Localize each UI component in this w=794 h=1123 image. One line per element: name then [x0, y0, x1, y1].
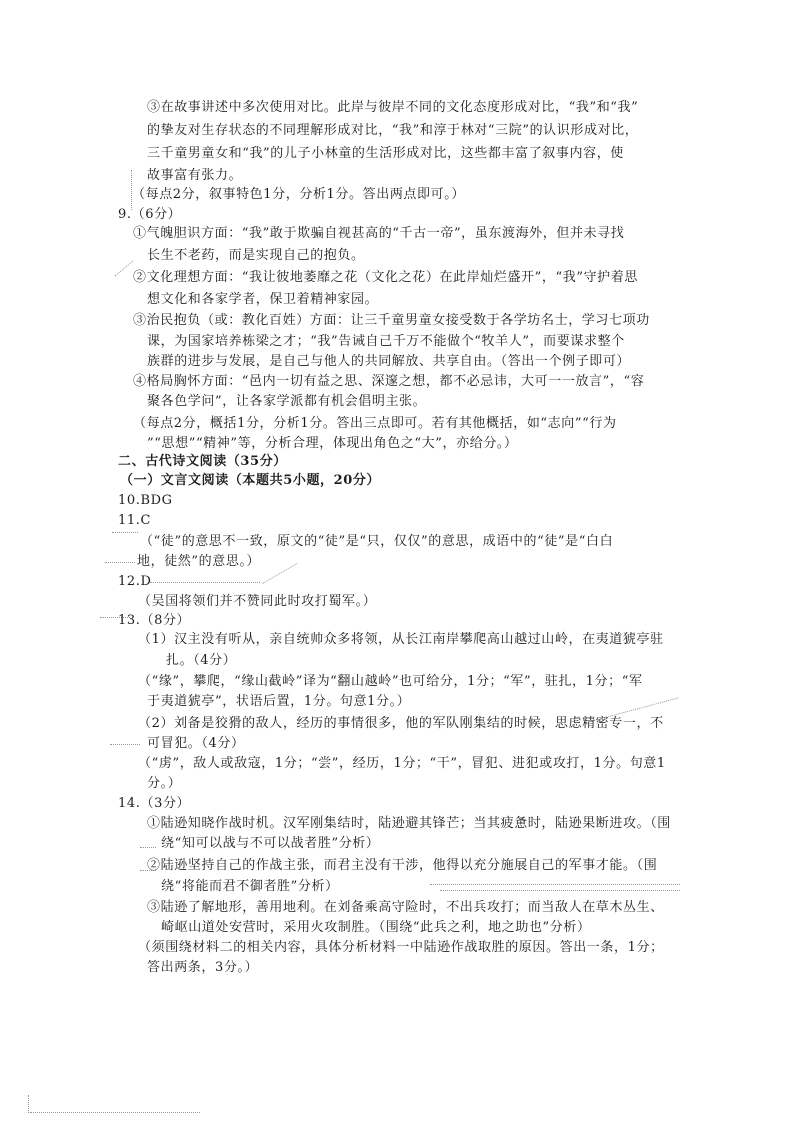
text-line: （2）刘备是狡猾的敌人，经历的事情很多，他的军队刚集结的时候，思虑精密专一，不	[138, 716, 664, 731]
section-heading: 二、古代诗文阅读（35分）	[118, 454, 287, 469]
text-line: ③治民抱负（或：教化百姓）方面：让三千童男童女接受数于各学坊名士，学习七项功	[133, 313, 650, 328]
text-line: 聚各色学问”，让各家学派都有机会倡明主张。	[147, 394, 427, 409]
text-line: 分。）	[147, 776, 182, 791]
text-line: ③陆逊了解地形，善用地利。在刘备乘高守险时，不出兵攻打；而当敌人在草木丛生、	[147, 900, 664, 915]
text-line: 扎。（4分）	[166, 653, 237, 668]
question-number: 13.（8分）	[118, 613, 191, 628]
answer-line: 11.C	[118, 513, 152, 528]
subsection-heading: （一）文言文阅读（本题共5小题，20分）	[120, 473, 381, 488]
text-line: 崎岖山道处安营时，采用火攻制胜。（围绕“此兵之利，地之助也”分析）	[161, 920, 591, 935]
text-line: 长生不老药，而是实现自己的抱负。	[147, 248, 365, 263]
scan-artifact	[140, 847, 156, 848]
text-line: ①气魄胆识方面：“我”敢于欺骗自视甚高的“千古一帝”，虽东渡海外，但并未寻找	[133, 226, 625, 241]
scan-artifact	[112, 532, 138, 533]
text-line: （每点2分，概括1分，分析1分。答出三点即可。若有其他概括，如“志向”“行为	[133, 416, 617, 431]
scan-artifact	[440, 890, 680, 891]
text-line: 绕“知可以战与不可以战者胜”分析）	[161, 836, 380, 851]
question-number: 14.（3分）	[118, 796, 191, 811]
scan-artifact	[110, 744, 140, 745]
text-line: 故事富有张力。	[147, 168, 243, 183]
answer-line: 12.D	[118, 574, 152, 589]
text-line: （每点2分，叙事特色1分，分析1分。答出两点即可。）	[132, 187, 465, 202]
scan-artifact	[430, 884, 680, 885]
text-line: 三千童男童女和“我”的儿子小林童的生活形成对比，这些都丰富了叙事内容，使	[147, 146, 624, 161]
question-number: 9.（6分）	[118, 207, 182, 222]
text-line: 的挚友对生存状态的不同理解形成对比，“我”和淳于林对“三院”的认识形成对比，	[147, 123, 639, 138]
answer-line: 10.BDG	[118, 493, 173, 508]
text-line: ③在故事讲述中多次使用对比。此岸与彼岸不同的文化态度形成对比，“我”和“我”	[147, 100, 639, 115]
scan-artifact	[28, 1095, 29, 1113]
text-line: （1）汉主没有听从，亲自统帅众多将领，从长江南岸攀爬高山越过山岭，在夷道猇亭驻	[138, 632, 664, 647]
text-line: （须围绕材料二的相关内容，具体分析材料一中陆逊作战取胜的原因。答出一条，1分；	[138, 940, 664, 955]
text-line: 课，为国家培养栋梁之才；“我”告诫自己千万不能做个“牧羊人”，而要谋求整个	[147, 334, 625, 349]
text-line: ②陆逊坚持自己的作战主张，而君主没有干涉，他得以充分施展自己的军事才能。（围	[147, 858, 658, 873]
text-line: 想文化和各家学者，保卫着精神家园。	[147, 292, 379, 307]
text-line: ②文化理想方面：“我让彼地萎靡之花（文化之花）在此岸灿烂盛开”，“我”守护着思	[133, 270, 638, 285]
text-line: 答出两条，3分。）	[147, 960, 259, 975]
text-line: 绕“将能而君不御者胜”分析）	[161, 879, 339, 894]
text-line: 地，徒然”的意思。）	[137, 554, 261, 569]
scan-artifact	[105, 562, 135, 563]
scan-artifact	[30, 1112, 200, 1113]
text-line: ④格局胸怀方面：“邑内一切有益之思、深邃之想，都不必忌讳，大可一一放言”，“容	[133, 374, 645, 389]
text-line: （“徒”的意思不一致，原文的“徒”是“只，仅仅”的意思，成语中的“徒”是“白白	[140, 534, 614, 549]
scan-artifact	[262, 563, 297, 584]
scan-artifact	[150, 582, 260, 583]
text-line: 族群的进步与发展，是自己与他人的共同解放、共享自由。（答出一个例子即可）	[147, 354, 631, 369]
text-line: ①陆逊知晓作战时机。汉军刚集结时，陆逊避其锋芒；当其疲惫时，陆逊果断进攻。（围	[147, 816, 671, 831]
text-line: （“缘”，攀爬，“缘山截岭”译为“翻山越岭”也可给分，1分；“军”，驻扎，1分；“军	[138, 674, 643, 689]
text-line: （“虏”，敌人或敌寇，1分；“尝”，经历，1分；“干”，冒犯、进犯或攻打，1分。句意1	[138, 756, 666, 771]
text-line: 于夷道猇亭”，状语后置，1分。句意1分。）	[147, 694, 411, 709]
text-line: （吴国将领们并不赞同此时攻打蜀军。）	[138, 594, 377, 609]
scan-artifact	[114, 260, 133, 276]
text-line: ”“思想”“精神”等，分析合理，体现出角色之“大”，亦给分。）	[147, 436, 518, 451]
text-line: 可冒犯。（4分）	[147, 736, 245, 751]
